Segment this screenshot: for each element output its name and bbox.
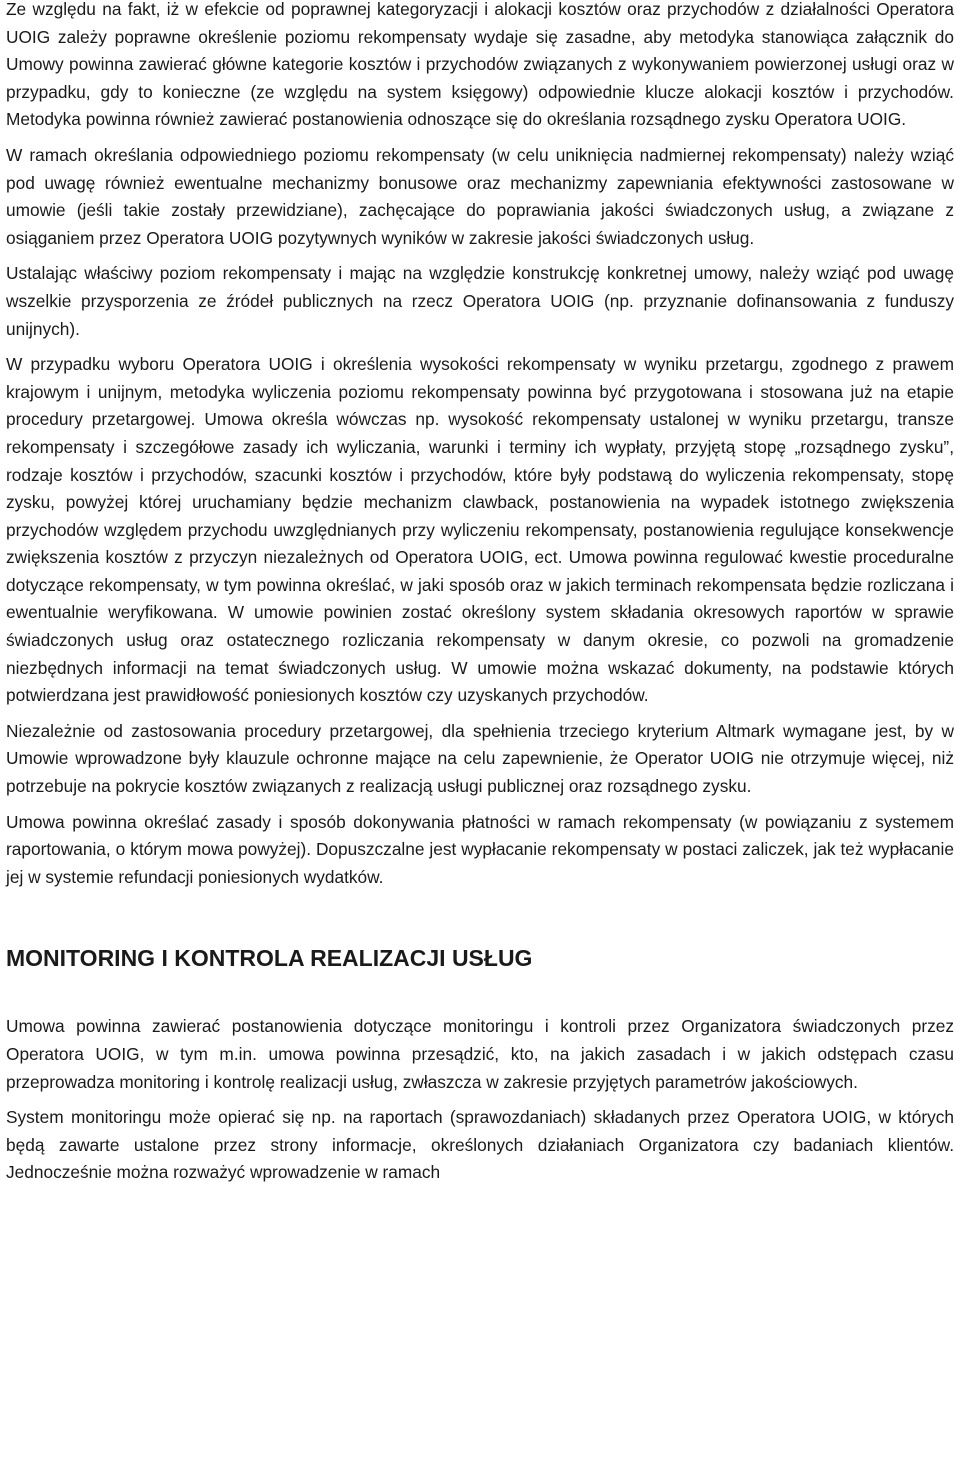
paragraph-altmark-criterion: Niezależnie od zastosowania procedury przetargowej, dla spełnienia trzeciego kryterium Altmark wymagane jest, by w Umowie wprowadzone były klauzule ochronne mające na celu zapewnienie, że Operator UOIG nie otrzymuje więcej, niż potrzebuje na pokrycie kosztów związanych z realizacją usługi publicznej oraz rozsądnego zysku.: [6, 720, 954, 797]
paragraph-spacer: [6, 801, 954, 809]
paragraph-spacer: [6, 343, 954, 351]
paragraph-bonus-mechanisms: W ramach określania odpowiedniego poziomu rekompensaty (w celu uniknięcia nadmiernej rekompensaty) należy wziąć pod uwagę również ewentualne mechanizmy bonusowe oraz mechanizmy zapewniania efektywności zastosowane w umowie (jeśli takie zostały przewidziane), zachęcające do poprawiania jakości świadczonych usług, a związane z osiąganiem przez Operatora UOIG pozytywnych wyników w zakresie jakości świadczonych usług.: [6, 144, 954, 248]
section-heading: MONITORING I KONTROLA REALIZACJI USŁUG: [6, 945, 533, 972]
paragraph-tender-procedure: W przypadku wyboru Operatora UOIG i określenia wysokości rekompensaty w wyniku przetargu, zgodnego z prawem krajowym i unijnym, metodyka wyliczenia poziomu rekompensaty powinna być przygotowana i stosowana już na etapie procedury przetargowej. Umowa określa wówczas np. wysokość rekompensaty ustalonej w wyniku przetargu, transze rekompensaty i szczegółowe zasady ich wyliczania, warunki i terminy ich wypłaty, przyjętą stopę „rozsądnego zysku”, rodzaje kosztów i przychodów, szacunki kosztów i przychodów, które były podstawą do wyliczenia rekompensaty, stopę zysku, powyżej której uruchamiany będzie mechanizm clawback, postanowienia na wypadek istotnego zwiększenia przychodów względem przychodu uwzględnianych przy wyliczeniu rekompensaty, postanowienia regulujące konsekwencje zwiększenia kosztów z przyczyn niezależnych od Operatora UOIG, ect. Umowa powinna regulować kwestie proceduralne dotyczące rekompensaty, w tym powinna określać, w jaki sposób oraz w jakich terminach rekompensata będzie rozliczana i ewentualnie weryfikowana. W umowie powinien zostać określony system składania okresowych raportów w sprawie świadczonych usług oraz ostatecznego rozliczania rekompensaty w danym okresie, co pozwoli na gromadzenie niezbędnych informacji na temat świadczonych usług. W umowie można wskazać dokumenty, na podstawie których potwierdzana jest prawidłowość poniesionych kosztów czy uzyskanych przychodów.: [6, 354, 954, 706]
paragraph-spacer: [6, 1096, 954, 1104]
heading-spacer: [6, 891, 954, 943]
paragraph-public-funding: Ustalając właściwy poziom rekompensaty i mając na względzie konstrukcję konkretnej umowy, należy wziąć pod uwagę wszelkie przysporzenia ze źródeł publicznych na rzecz Operatora UOIG (np. przyznanie dofinansowania z funduszy unijnych).: [6, 263, 954, 339]
paragraph-cost-allocation: Ze względu na fakt, iż w efekcie od poprawnej kategoryzacji i alokacji kosztów oraz przychodów z działalności Operatora UOIG zależy poprawne określenie poziomu rekompensaty wydaje się zasadne, aby metodyka stanowiąca załącznik do Umowy powinna zawierać główne kategorie kosztów i przychodów związanych z wykonywaniem powierzonej usługi oraz w przypadku, gdy to konieczne (ze względu na system księgowy) odpowiednie klucze alokacji kosztów i przychodów. Metodyka powinna również zawierać postanowienia odnoszące się do określania rozsądnego zysku Operatora UOIG.: [6, 0, 954, 130]
heading-spacer: [6, 973, 954, 1013]
paragraph-monitoring-system: System monitoringu może opierać się np. na raportach (sprawozdaniach) składanych przez Operatora UOIG, w których będą zawarte ustalone przez strony informacje, określonych działaniach Organizatora czy badaniach klientów. Jednocześnie można rozważyć wprowadzenie w ramach: [6, 1107, 954, 1183]
paragraph-spacer: [6, 252, 954, 260]
paragraph-payment-rules: Umowa powinna określać zasady i sposób dokonywania płatności w ramach rekompensaty (w powiązaniu z systemem raportowania, o którym mowa powyżej). Dopuszczalne jest wypłacanie rekompensaty w postaci zaliczek, jak też wypłacanie jej w systemie refundacji poniesionych wydatków.: [6, 811, 954, 887]
paragraph-spacer: [6, 134, 954, 142]
paragraph-monitoring-control: Umowa powinna zawierać postanowienia dotyczące monitoringu i kontroli przez Organizatora świadczonych przez Operatora UOIG, w tym m.in. umowa powinna przesądzić, kto, na jakich zasadach i w jakich odstępach czasu przeprowadza monitoring i kontrolę realizacji usług, zwłaszcza w zakresie przyjętych parametrów jakościowych.: [6, 1016, 954, 1092]
paragraph-spacer: [6, 710, 954, 718]
